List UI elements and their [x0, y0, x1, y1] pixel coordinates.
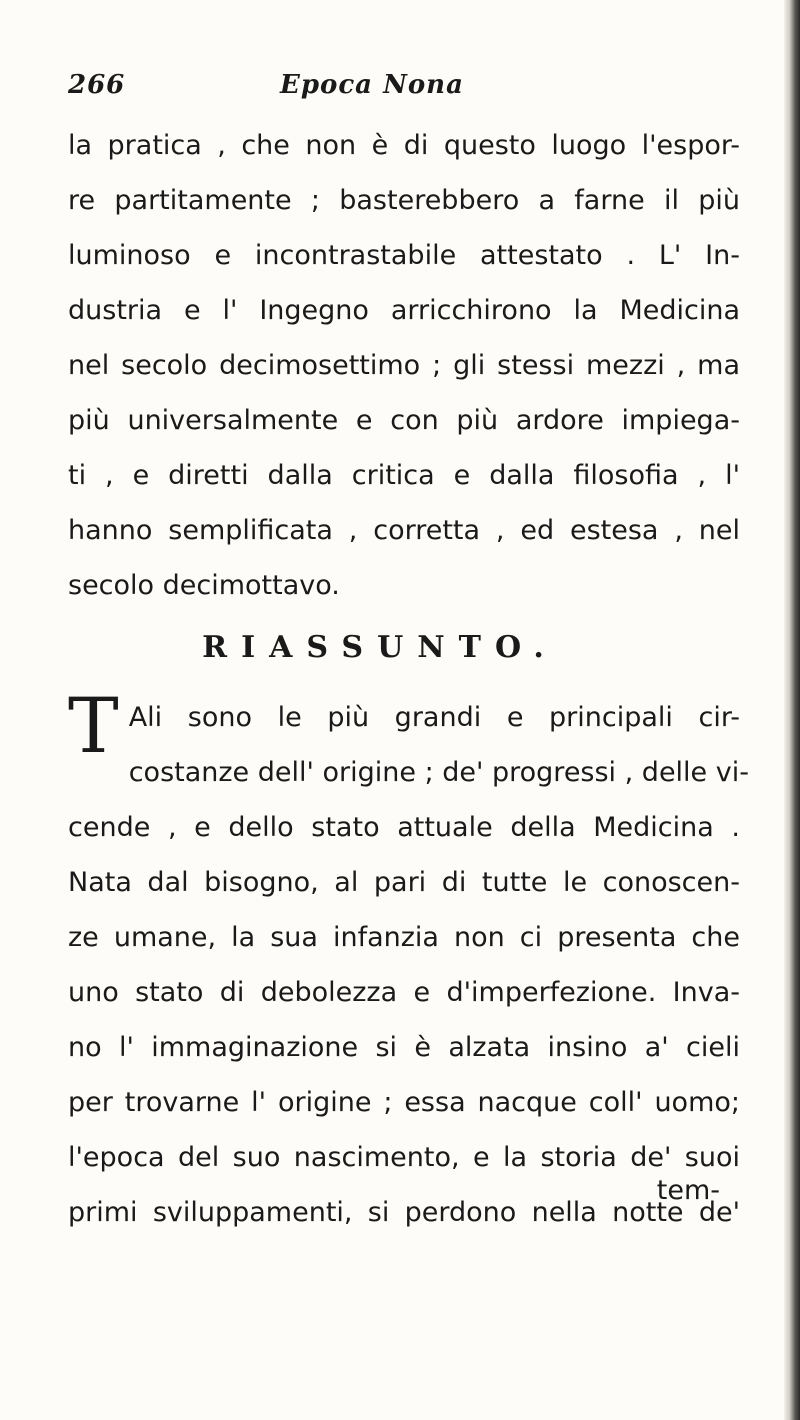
text-line: per trovarne l' origine ; essa nacque coll' uomo;: [68, 1087, 740, 1118]
text-line: ze umane, la sua infanzia non ci presenta che: [68, 922, 740, 953]
paragraph-1: [68, 118, 740, 613]
text-line: Ali sono le più grandi e principali cir-: [128, 702, 740, 733]
binding-edge: [784, 0, 800, 1420]
text-line: nel secolo decimosettimo ; gli stessi mezzi , ma: [68, 350, 740, 381]
page-header: [68, 70, 728, 110]
text-line: no l' immaginazione si è alzata insino a' cieli: [68, 1032, 740, 1063]
text-line: luminoso e incontrastabile attestato . L' In-: [68, 240, 740, 271]
text-line: re partitamente ; basterebbero a farne il più: [68, 185, 740, 216]
text-line: primi sviluppamenti, si perdono nella notte de': [68, 1197, 740, 1228]
page-number: 266: [68, 70, 126, 100]
text-line: Nata dal bisogno, al pari di tutte le conoscen-: [68, 867, 740, 898]
text-line: la pratica , che non è di questo luogo l'espor-: [68, 130, 740, 161]
text-line: costanze dell' origine ; de' progressi , delle vi-: [128, 757, 749, 788]
text-line: hanno semplificata , corretta , ed estesa , nel: [68, 515, 740, 546]
text-line: uno stato di debolezza e d'imperfezione. Inva-: [68, 977, 740, 1008]
running-head: Epoca Nona: [280, 70, 464, 100]
text-line: più universalmente e con più ardore impiega-: [68, 405, 740, 436]
text-line: ti , e diretti dalla critica e dalla filosofia , l': [68, 460, 740, 491]
text-line: l'epoca del suo nascimento, e la storia de' suoi: [68, 1142, 740, 1173]
paragraph-2: [68, 681, 749, 1240]
text-line: dustria e l' Ingegno arricchirono la Medicina: [68, 295, 740, 326]
catchword: tem-: [656, 1175, 720, 1206]
text-line: cende , e dello stato attuale della Medicina .: [68, 812, 740, 843]
section-title: RIASSUNTO.: [202, 630, 558, 665]
text-line: secolo decimottavo.: [68, 570, 340, 601]
drop-cap: T: [68, 681, 119, 770]
